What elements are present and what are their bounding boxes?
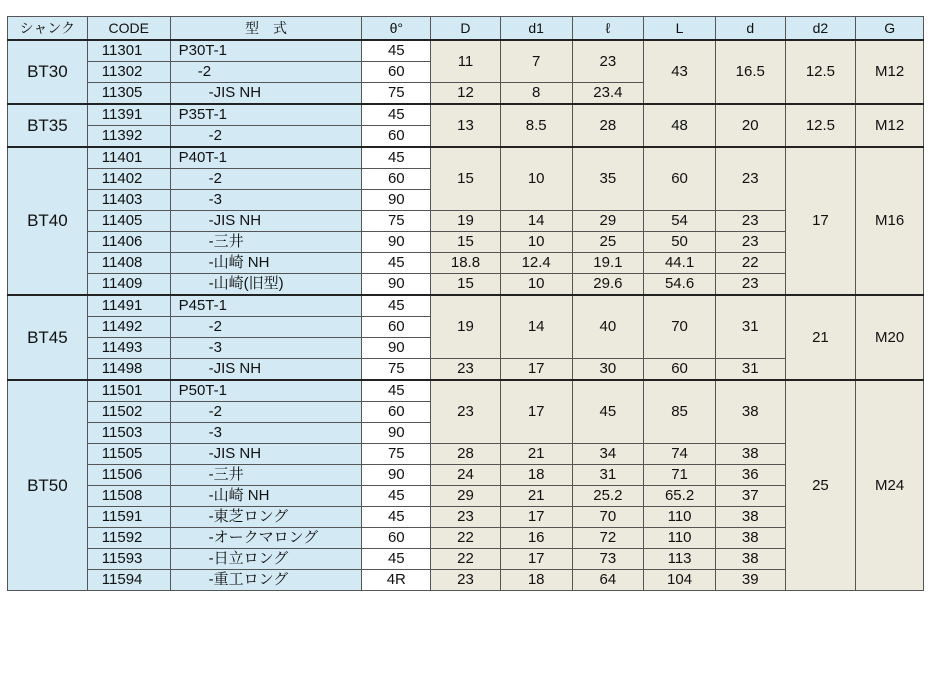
d-cell: 38 [715,549,785,570]
code-cell: 11506 [87,465,170,486]
l-cell: 45 [572,380,644,444]
d-cell: 23 [715,232,785,253]
code-cell: 11409 [87,274,170,296]
header-shank: シャンク [8,17,88,41]
d1-cell: 12.4 [500,253,572,274]
d-cell: 23 [431,380,501,444]
header-L: L [644,17,716,41]
l-cell: 73 [572,549,644,570]
header-code: CODE [87,17,170,41]
d1-cell: 10 [500,274,572,296]
shank-cell: BT35 [8,104,88,147]
model-cell: -2 [170,62,362,83]
d2-cell: 17 [785,147,856,295]
l-cell: 43 [644,40,716,104]
g-cell: M12 [856,104,924,147]
l-cell: 85 [644,380,716,444]
l-cell: 19.1 [572,253,644,274]
code-cell: 11391 [87,104,170,126]
d-cell: 23 [715,211,785,232]
model-cell: P30T-1 [170,40,362,62]
l-cell: 34 [572,444,644,465]
code-cell: 11402 [87,169,170,190]
d-cell: 23 [431,507,501,528]
theta-cell: 45 [362,295,431,317]
model-cell: -JIS NH [170,444,362,465]
d1-cell: 8 [500,83,572,105]
l-cell: 44.1 [644,253,716,274]
d-cell: 13 [431,104,501,147]
l-cell: 104 [644,570,716,591]
theta-cell: 90 [362,274,431,296]
d1-cell: 17 [500,380,572,444]
l-cell: 35 [572,147,644,211]
code-cell: 11503 [87,423,170,444]
d-cell: 28 [431,444,501,465]
d-cell: 19 [431,295,501,359]
code-cell: 11591 [87,507,170,528]
code-cell: 11492 [87,317,170,338]
header-D: D [431,17,501,41]
theta-cell: 90 [362,190,431,211]
theta-cell: 4R [362,570,431,591]
header-d1: d1 [500,17,572,41]
model-cell: -山崎 NH [170,253,362,274]
model-cell: -JIS NH [170,211,362,232]
l-cell: 110 [644,507,716,528]
l-cell: 29.6 [572,274,644,296]
g-cell: M12 [856,40,924,104]
theta-cell: 75 [362,359,431,381]
code-cell: 11408 [87,253,170,274]
theta-cell: 45 [362,104,431,126]
theta-cell: 45 [362,147,431,169]
d-cell: 38 [715,380,785,444]
l-cell: 54 [644,211,716,232]
l-cell: 25 [572,232,644,253]
model-cell: P40T-1 [170,147,362,169]
d-cell: 23 [431,359,501,381]
shank-group-bt35 [8,104,924,147]
d2-cell: 25 [785,380,856,591]
code-cell: 11491 [87,295,170,317]
theta-cell: 60 [362,62,431,83]
g-cell: M24 [856,380,924,591]
d1-cell: 18 [500,465,572,486]
model-cell: -三井 [170,232,362,253]
header-d2: d2 [785,17,856,41]
header-row [8,17,924,41]
d2-cell: 12.5 [785,104,856,147]
l-cell: 30 [572,359,644,381]
d-cell: 11 [431,40,501,83]
d-cell: 22 [715,253,785,274]
d1-cell: 7 [500,40,572,83]
g-cell: M16 [856,147,924,295]
l-cell: 48 [644,104,716,147]
l-cell: 65.2 [644,486,716,507]
theta-cell: 45 [362,549,431,570]
pull-stud-spec-table [7,16,924,591]
d1-cell: 16 [500,528,572,549]
shank-group-bt40 [8,147,924,295]
l-cell: 28 [572,104,644,147]
code-cell: 11403 [87,190,170,211]
code-cell: 11498 [87,359,170,381]
l-cell: 72 [572,528,644,549]
model-cell: -JIS NH [170,83,362,105]
d-cell: 20 [715,104,785,147]
code-cell: 11501 [87,380,170,402]
table-row [8,40,924,62]
d1-cell: 21 [500,486,572,507]
model-cell: -山崎 NH [170,486,362,507]
header-G: G [856,17,924,41]
table-row [8,147,924,169]
l-cell: 29 [572,211,644,232]
code-cell: 11493 [87,338,170,359]
d2-cell: 12.5 [785,40,856,104]
model-cell: -2 [170,169,362,190]
table-row [8,295,924,317]
d-cell: 24 [431,465,501,486]
code-cell: 11592 [87,528,170,549]
d1-cell: 14 [500,211,572,232]
shank-cell: BT40 [8,147,88,295]
model-cell: -3 [170,338,362,359]
d-cell: 18.8 [431,253,501,274]
model-cell: -オークマロング [170,528,362,549]
l-cell: 110 [644,528,716,549]
model-cell: -日立ロング [170,549,362,570]
d1-cell: 17 [500,359,572,381]
theta-cell: 60 [362,126,431,148]
model-cell: -山崎(旧型) [170,274,362,296]
model-cell: P45T-1 [170,295,362,317]
l-cell: 70 [644,295,716,359]
d-cell: 38 [715,528,785,549]
d-cell: 15 [431,147,501,211]
code-cell: 11305 [87,83,170,105]
d2-cell: 21 [785,295,856,380]
code-cell: 11508 [87,486,170,507]
d-cell: 38 [715,444,785,465]
code-cell: 11594 [87,570,170,591]
d1-cell: 18 [500,570,572,591]
code-cell: 11401 [87,147,170,169]
theta-cell: 45 [362,507,431,528]
theta-cell: 75 [362,211,431,232]
theta-cell: 45 [362,486,431,507]
l-cell: 70 [572,507,644,528]
l-cell: 64 [572,570,644,591]
d1-cell: 14 [500,295,572,359]
code-cell: 11301 [87,40,170,62]
model-cell: -東芝ロング [170,507,362,528]
d-cell: 29 [431,486,501,507]
d1-cell: 10 [500,232,572,253]
code-cell: 11392 [87,126,170,148]
shank-group-bt30 [8,40,924,104]
theta-cell: 75 [362,83,431,105]
code-cell: 11502 [87,402,170,423]
l-cell: 113 [644,549,716,570]
header-theta: θ° [362,17,431,41]
d1-cell: 17 [500,507,572,528]
shank-cell: BT30 [8,40,88,104]
table-header [8,17,924,41]
l-cell: 25.2 [572,486,644,507]
d-cell: 31 [715,359,785,381]
table-row [8,104,924,126]
code-cell: 11302 [87,62,170,83]
shank-cell: BT50 [8,380,88,591]
d-cell: 39 [715,570,785,591]
l-cell: 40 [572,295,644,359]
d-cell: 16.5 [715,40,785,104]
code-cell: 11406 [87,232,170,253]
d-cell: 22 [431,549,501,570]
d1-cell: 21 [500,444,572,465]
d-cell: 23 [431,570,501,591]
model-cell: P50T-1 [170,380,362,402]
model-cell: -3 [170,423,362,444]
table-row [8,380,924,402]
theta-cell: 75 [362,444,431,465]
model-cell: -重工ロング [170,570,362,591]
model-cell: -2 [170,317,362,338]
d-cell: 22 [431,528,501,549]
g-cell: M20 [856,295,924,380]
l-cell: 23 [572,40,644,83]
d-cell: 31 [715,295,785,359]
model-cell: -三井 [170,465,362,486]
theta-cell: 45 [362,40,431,62]
header-model: 型 式 [170,17,362,41]
l-cell: 60 [644,147,716,211]
d-cell: 12 [431,83,501,105]
code-cell: 11405 [87,211,170,232]
d1-cell: 8.5 [500,104,572,147]
theta-cell: 90 [362,465,431,486]
l-cell: 23.4 [572,83,644,105]
d-cell: 38 [715,507,785,528]
d-cell: 15 [431,232,501,253]
theta-cell: 90 [362,423,431,444]
shank-group-bt50 [8,380,924,591]
model-cell: P35T-1 [170,104,362,126]
code-cell: 11593 [87,549,170,570]
theta-cell: 60 [362,317,431,338]
theta-cell: 60 [362,402,431,423]
theta-cell: 45 [362,380,431,402]
header-l: ℓ [572,17,644,41]
d-cell: 37 [715,486,785,507]
model-cell: -2 [170,402,362,423]
d1-cell: 17 [500,549,572,570]
theta-cell: 90 [362,338,431,359]
l-cell: 60 [644,359,716,381]
shank-group-bt45 [8,295,924,380]
d-cell: 23 [715,274,785,296]
theta-cell: 60 [362,169,431,190]
header-d: d [715,17,785,41]
l-cell: 54.6 [644,274,716,296]
model-cell: -2 [170,126,362,148]
theta-cell: 60 [362,528,431,549]
model-cell: -3 [170,190,362,211]
l-cell: 31 [572,465,644,486]
d1-cell: 10 [500,147,572,211]
d-cell: 19 [431,211,501,232]
theta-cell: 45 [362,253,431,274]
code-cell: 11505 [87,444,170,465]
shank-cell: BT45 [8,295,88,380]
model-cell: -JIS NH [170,359,362,381]
d-cell: 15 [431,274,501,296]
d-cell: 23 [715,147,785,211]
theta-cell: 90 [362,232,431,253]
l-cell: 74 [644,444,716,465]
d-cell: 36 [715,465,785,486]
l-cell: 71 [644,465,716,486]
l-cell: 50 [644,232,716,253]
